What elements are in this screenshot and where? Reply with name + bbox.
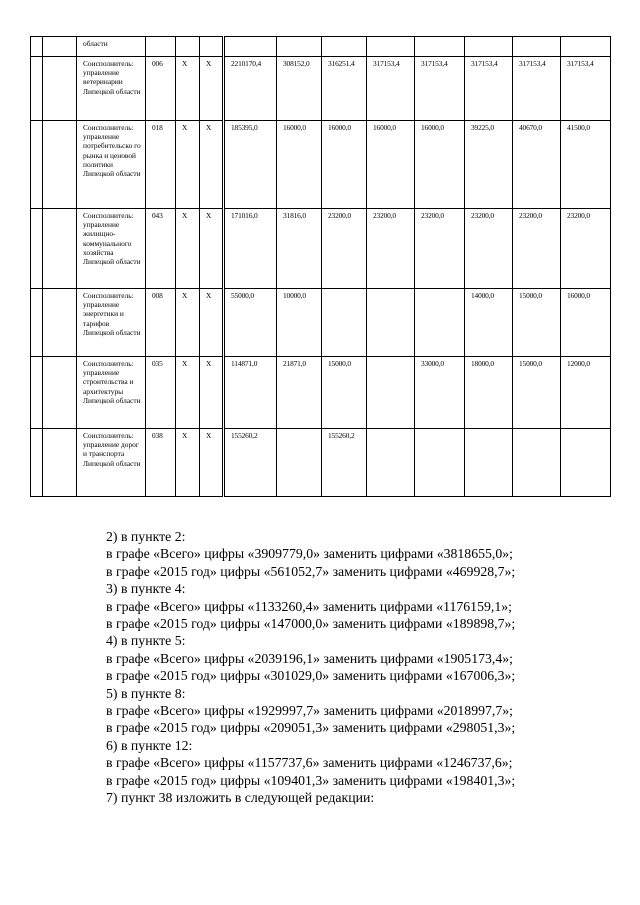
table-cell-empty <box>465 37 513 57</box>
text-line: 2) в пункте 2: <box>106 529 186 544</box>
row-name-cell: Соисполнитель: управление дорог и транспорта Липецкой области <box>77 429 146 497</box>
row-value-cell: 23200,0 <box>367 209 415 289</box>
text-line: в графе «2015 год» цифры «561052,7» заменить цифрами «469928,7»; <box>106 563 516 579</box>
row-name-cell: Соисполнитель: управление потребительско го рынка и ценовой политики Липецкой области <box>77 121 146 209</box>
row-value-cell <box>415 289 465 357</box>
row-value-cell: 16000,0 <box>415 121 465 209</box>
text-line: в графе «Всего» цифры «1929997,7» заменить цифрами «2018997,7»; <box>106 703 513 719</box>
row-name-cell: Соисполнитель: управление энергетики и тарифов Липецкой области <box>77 289 146 357</box>
row-value-cell: 317153,4 <box>561 57 611 121</box>
row-value-cell: 14000,0 <box>465 289 513 357</box>
text-line: в графе «Всего» цифры «1157737,6» заменить цифрами «1246737,6»; <box>106 755 513 771</box>
row-value-cell: 317153,4 <box>513 57 561 121</box>
row-x-cell: Х <box>176 209 200 289</box>
row-value-cell: 39225,0 <box>465 121 513 209</box>
table-cell-empty <box>513 37 561 57</box>
table-cell-empty <box>31 37 43 57</box>
table-cell-empty <box>415 37 465 57</box>
row-value-cell: 12000,0 <box>561 357 611 429</box>
text-line: в графе «2015 год» цифры «209051,3» заменить цифрами «298051,3»; <box>106 720 516 736</box>
row-name-cell: Соисполнитель: управление ветеринарии Липецкой области <box>77 57 146 121</box>
row-value-cell <box>277 429 322 497</box>
row-x-cell: Х <box>176 357 200 429</box>
row-value-cell: 21871,0 <box>277 357 322 429</box>
row-value-cell <box>465 429 513 497</box>
table-cell-empty <box>43 289 77 357</box>
text-line: в графе «2015 год» цифры «109401,3» заменить цифрами «198401,3»; <box>106 772 516 788</box>
row-x-cell: Х <box>200 121 224 209</box>
text-line: 4) в пункте 5: <box>106 633 186 649</box>
row-value-cell: 171016,0 <box>224 209 277 289</box>
table-cell-empty <box>146 37 176 57</box>
text-line: в графе «Всего» цифры «3909779,0» заменить цифрами «3818655,0»; <box>106 546 513 562</box>
table-cell-empty <box>43 121 77 209</box>
row-x-cell: Х <box>200 357 224 429</box>
row-value-cell: 40670,0 <box>513 121 561 209</box>
table-cell-empty <box>224 37 277 57</box>
row-value-cell <box>367 429 415 497</box>
row-value-cell: 16000,0 <box>322 121 367 209</box>
row-value-cell: 317153,4 <box>465 57 513 121</box>
budget-table-body <box>31 37 611 497</box>
row-x-cell: Х <box>176 429 200 497</box>
row-value-cell: 55000,0 <box>224 289 277 357</box>
row-value-cell: 316251,4 <box>322 57 367 121</box>
table-cell-empty <box>322 37 367 57</box>
text-line: 7) пункт 38 изложить в следующей редакции: <box>106 790 375 806</box>
row-name-cell: области <box>77 37 146 57</box>
amendment-text <box>106 528 606 807</box>
row-value-cell <box>367 357 415 429</box>
row-x-cell: Х <box>176 57 200 121</box>
row-value-cell <box>561 429 611 497</box>
row-value-cell <box>513 429 561 497</box>
table-cell-empty <box>43 357 77 429</box>
row-value-cell: 15000,0 <box>513 357 561 429</box>
row-value-cell: 41500,0 <box>561 121 611 209</box>
row-value-cell: 16000,0 <box>367 121 415 209</box>
row-code-cell: 018 <box>146 121 176 209</box>
row-value-cell <box>367 289 415 357</box>
row-value-cell: 15000,0 <box>513 289 561 357</box>
row-x-cell: Х <box>200 209 224 289</box>
row-code-cell: 006 <box>146 57 176 121</box>
table-cell-empty <box>31 357 43 429</box>
row-x-cell: Х <box>200 429 224 497</box>
table-cell-empty <box>31 209 43 289</box>
table-cell-empty <box>561 37 611 57</box>
table-cell-empty <box>43 37 77 57</box>
row-x-cell: Х <box>176 289 200 357</box>
row-value-cell: 2210170,4 <box>224 57 277 121</box>
row-value-cell: 23200,0 <box>415 209 465 289</box>
table-cell-empty <box>367 37 415 57</box>
table-cell-empty <box>31 429 43 497</box>
table-cell-empty <box>176 37 200 57</box>
budget-table <box>30 36 611 497</box>
row-value-cell: 23200,0 <box>561 209 611 289</box>
text-line: в графе «Всего» цифры «2039196,1» заменить цифрами «1905173,4»; <box>106 650 513 666</box>
table-cell-empty <box>277 37 322 57</box>
text-line: в графе «2015 год» цифры «301029,0» заменить цифрами «167006,3»; <box>106 668 516 684</box>
row-value-cell: 15000,0 <box>322 357 367 429</box>
row-value-cell: 317153,4 <box>415 57 465 121</box>
row-value-cell: 23200,0 <box>465 209 513 289</box>
text-line: 6) в пункте 12: <box>106 737 193 753</box>
text-line: в графе «Всего» цифры «1133260,4» заменить цифрами «1176159,1»; <box>106 598 512 614</box>
text-line: 5) в пункте 8: <box>106 685 186 701</box>
row-code-cell: 008 <box>146 289 176 357</box>
row-value-cell: 18000,0 <box>465 357 513 429</box>
table-cell-empty <box>43 429 77 497</box>
table-cell-empty <box>43 57 77 121</box>
text-line: в графе «2015 год» цифры «147000,0» заменить цифрами «189898,7»; <box>106 616 516 632</box>
row-value-cell <box>415 429 465 497</box>
table-row <box>31 121 611 209</box>
table-row <box>31 429 611 497</box>
row-value-cell: 23200,0 <box>322 209 367 289</box>
row-x-cell: Х <box>200 289 224 357</box>
row-value-cell: 33000,0 <box>415 357 465 429</box>
table-row <box>31 357 611 429</box>
table-row <box>31 209 611 289</box>
row-value-cell: 308152,0 <box>277 57 322 121</box>
row-code-cell: 035 <box>146 357 176 429</box>
row-name-cell: Соисполнитель: управление строительства и архитектуры Липецкой области <box>77 357 146 429</box>
row-value-cell: 23200,0 <box>513 209 561 289</box>
row-value-cell <box>322 289 367 357</box>
text-line: 3) в пункте 4: <box>106 581 186 597</box>
row-value-cell: 114871,0 <box>224 357 277 429</box>
row-x-cell: Х <box>176 121 200 209</box>
row-value-cell: 10000,0 <box>277 289 322 357</box>
row-value-cell: 155260,2 <box>322 429 367 497</box>
row-name-cell: Соисполнитель: управление жилищно-коммунального хозяйства Липецкой области <box>77 209 146 289</box>
table-cell-empty <box>200 37 224 57</box>
row-code-cell: 038 <box>146 429 176 497</box>
row-value-cell: 185395,0 <box>224 121 277 209</box>
table-row <box>31 57 611 121</box>
row-code-cell: 043 <box>146 209 176 289</box>
row-value-cell: 155260,2 <box>224 429 277 497</box>
table-row <box>31 37 611 57</box>
row-value-cell: 31816,0 <box>277 209 322 289</box>
table-row <box>31 289 611 357</box>
row-x-cell: Х <box>200 57 224 121</box>
row-value-cell: 317153,4 <box>367 57 415 121</box>
table-cell-empty <box>31 57 43 121</box>
table-cell-empty <box>31 121 43 209</box>
row-value-cell: 16000,0 <box>561 289 611 357</box>
row-value-cell: 16000,0 <box>277 121 322 209</box>
table-cell-empty <box>43 209 77 289</box>
table-cell-empty <box>31 289 43 357</box>
